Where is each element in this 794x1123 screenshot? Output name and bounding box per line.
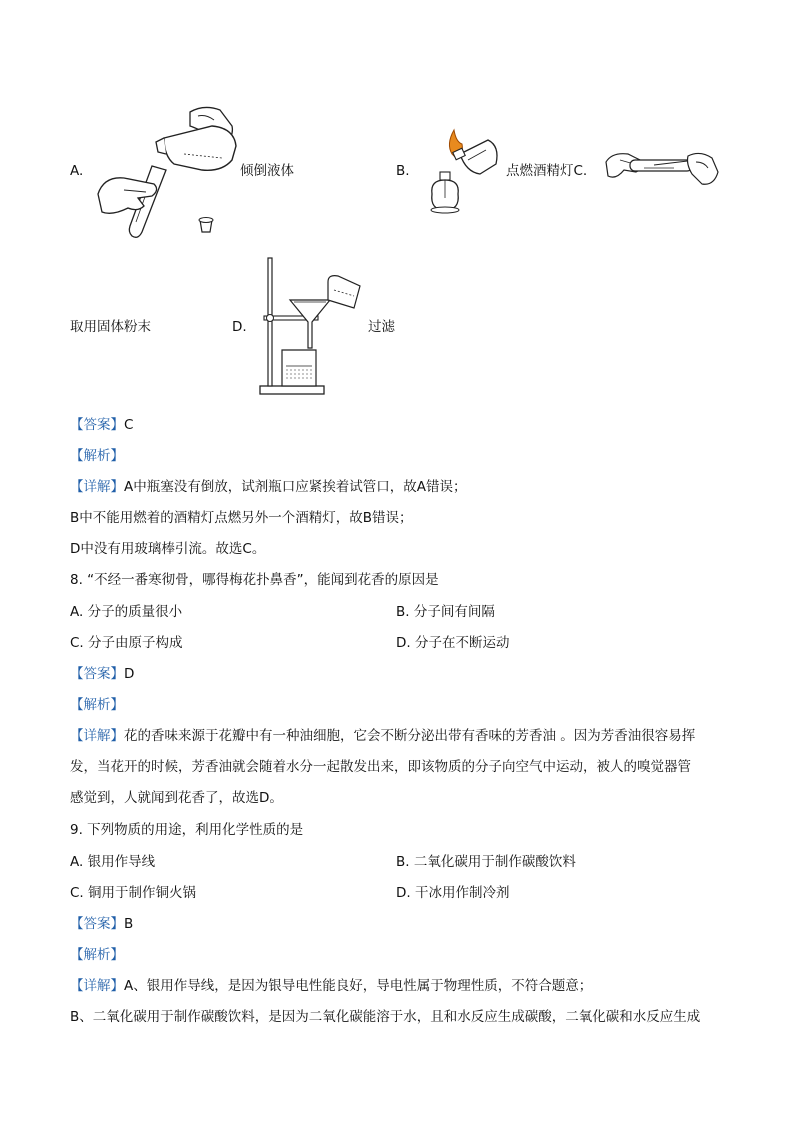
q8-option-a: A. 分子的质量很小 [70, 604, 183, 620]
q9-option-b: B. 二氧化碳用于制作碳酸饮料 [396, 854, 576, 870]
q9-detail-tag: 【详解】 [70, 978, 124, 994]
q8-analysis-tag: 【解析】 [70, 697, 124, 713]
q7-detail-line2: B中不能用燃着的酒精灯点燃另外一个酒精灯，故B错误； [70, 510, 413, 526]
q9-answer-value: B [124, 916, 134, 932]
alcohol-lamp-figure [424, 124, 504, 216]
option-d-letter: D. [232, 319, 247, 335]
q7-analysis-tag: 【解析】 [70, 448, 124, 464]
q8-detail-line2: 发，当花开的时候，芳香油就会随着水分一起散发出来，即该物质的分子向空气中运动，被人的嗅觉器管 [70, 759, 691, 775]
q9-detail-text1: A、银用作导线，是因为银导电性能良好，导电性属于物理性质，不符合题意； [124, 978, 593, 994]
q9-answer-tag: 【答案】 [70, 916, 124, 932]
q7-detail-tag: 【详解】 [70, 479, 124, 495]
q7-answer [70, 416, 133, 434]
q9-analysis-tag: 【解析】 [70, 947, 124, 963]
q8-stem: 8. “不经一番寒彻骨，哪得梅花扑鼻香”，能闻到花香的原因是 [70, 572, 439, 588]
q9-detail-line1 [70, 977, 592, 995]
q8-option-d: D. 分子在不断运动 [396, 635, 510, 651]
q8-detail-tag: 【详解】 [70, 728, 124, 744]
q7-answer-tag: 【答案】 [70, 417, 124, 433]
q8-detail-line3: 感觉到，人就闻到花香了，故选D。 [70, 790, 283, 806]
q9-option-a: A. 银用作导线 [70, 854, 156, 870]
q8-answer [70, 665, 134, 683]
option-a-letter: A. [70, 163, 84, 179]
q8-answer-tag: 【答案】 [70, 666, 124, 682]
q8-detail-line1 [70, 727, 695, 745]
q9-stem: 9. 下列物质的用途，利用化学性质的是 [70, 822, 304, 838]
q8-answer-value: D [124, 666, 135, 682]
option-a-text: 倾倒液体 [240, 163, 294, 179]
q7-detail-line1 [70, 478, 466, 496]
q7-detail-text1: A中瓶塞没有倒放，试剂瓶口应紧挨着试管口，故A错误； [124, 479, 467, 495]
q8-option-b: B. 分子间有间隔 [396, 604, 495, 620]
option-d-text: 过滤 [368, 319, 395, 335]
q8-detail-text1: 花的香味来源于花瓣中有一种油细胞，它会不断分泌出带有香味的芳香油 。因为芳香油很容易挥 [124, 728, 696, 744]
q9-option-c: C. 铜用于制作铜火锅 [70, 885, 197, 901]
pouring-liquid-figure [94, 104, 244, 242]
option-b-letter: B. [396, 163, 410, 179]
solid-powder-figure [604, 148, 720, 192]
filtration-figure [258, 256, 364, 398]
q9-detail-line2: B、二氧化碳用于制作碳酸饮料，是因为二氧化碳能溶于水，且和水反应生成碳酸，二氧化碳和水反应生成 [70, 1009, 701, 1025]
q7-detail-line3: D中没有用玻璃棒引流。故选C。 [70, 541, 266, 557]
q9-option-d: D. 干冰用作制冷剂 [396, 885, 510, 901]
q7-answer-value: C [124, 417, 134, 433]
option-c-text: 取用固体粉末 [70, 319, 151, 335]
q9-answer [70, 915, 133, 933]
q8-option-c: C. 分子由原子构成 [70, 635, 183, 651]
option-b-text: 点燃酒精灯C. [506, 163, 588, 179]
